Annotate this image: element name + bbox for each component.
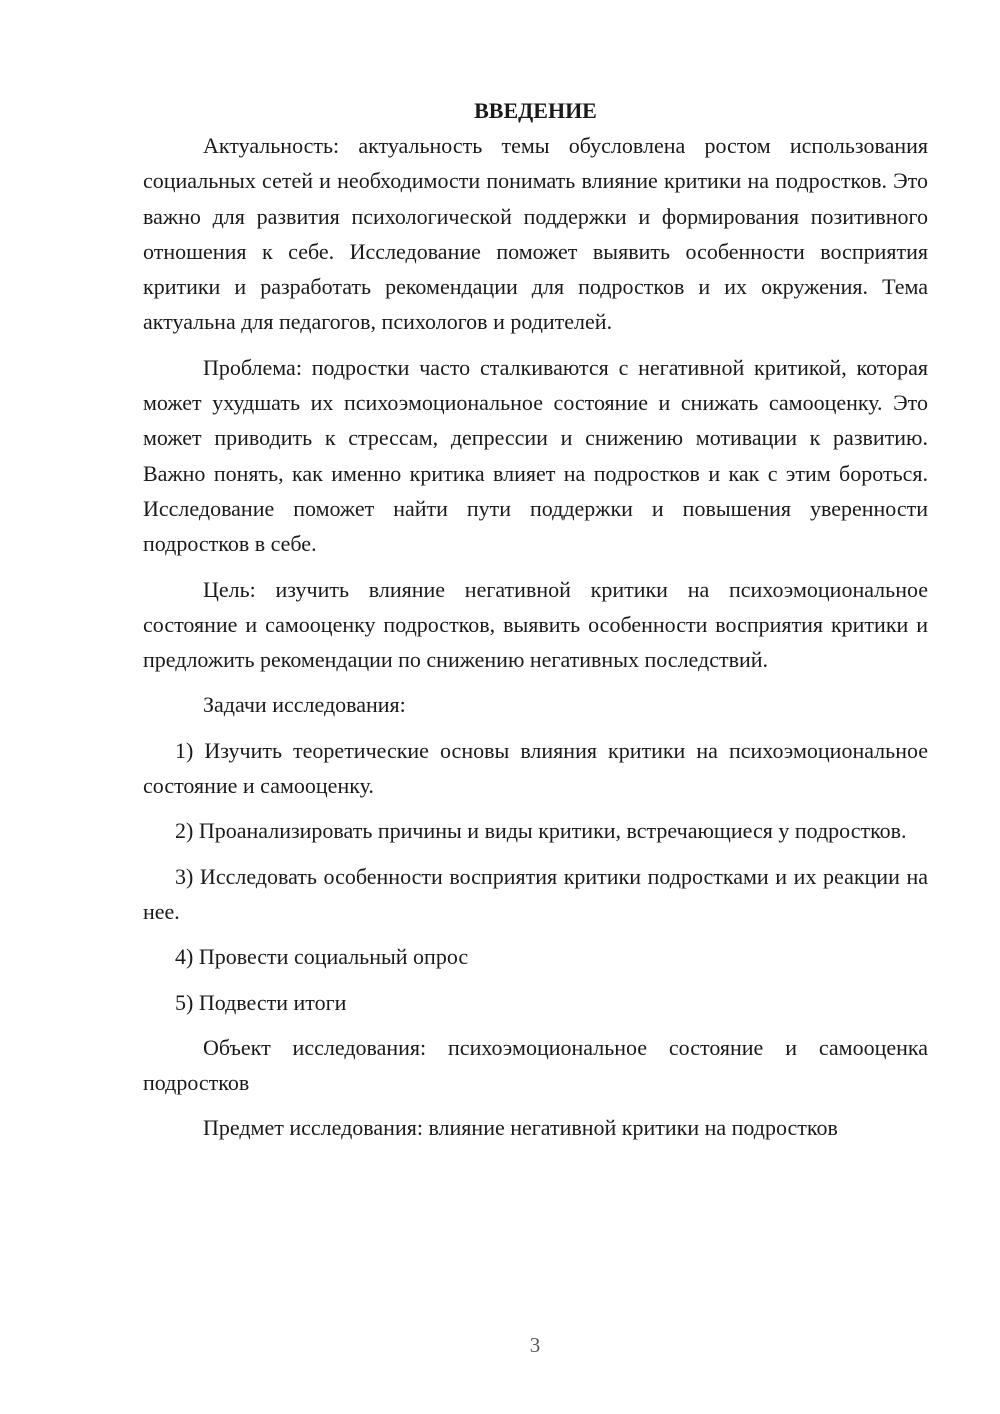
subject-paragraph: Предмет исследования: влияние негативной критики на подростков [203,1115,838,1141]
goal-paragraph: Цель: изучить влияние негативной критики на психоэмоциональное состояние и самооценку подростков, выявить особенности восприятия критики и предложить рекомендации по снижению негативных последствий. [143,576,928,673]
object-paragraph: Объект исследования: психоэмоциональное состояние и самооценка подростков [143,1034,928,1096]
task-item-4: 4) Провести социальный опрос [175,944,469,970]
document-page [143,96,928,1146]
task-item-3: 3) Исследовать особенности восприятия критики подростками и их реакции на нее. [143,863,928,924]
task-item-2: 2) Проанализировать причины и виды критики, встречающиеся у подростков. [175,818,907,844]
page-number: 3 [529,1333,541,1357]
tasks-heading: Задачи исследования: [203,692,406,718]
page-title: ВВЕДЕНИЕ [474,98,597,123]
relevance-paragraph: Актуальность: актуальность темы обусловлена ростом использования социальных сетей и необходимости понимать влияние критики на подростков. Это важно для развития психологической поддержки и формирования позитивного отношения к себе. Исследование поможет выявить особенности восприятия критики и разработать рекомендации для подростков и их окружения. Тема актуальна для педагогов, психологов и родителей. [143,133,928,335]
problem-paragraph: Проблема: подростки часто сталкиваются с негативной критикой, которая может ухудшать их психоэмоциональное состояние и снижать самооценку. Это может приводить к стрессам, депрессии и снижению мотивации к развитию. Важно понять, как именно критика влияет на подростков и как с этим бороться. Исследование поможет найти пути поддержки и повышения уверенности подростков в себе. [143,354,928,557]
task-item-1: 1) Изучить теоретические основы влияния критики на психоэмоциональное состояние и самооценку. [143,737,928,799]
task-item-5: 5) Подвести итоги [175,989,347,1015]
